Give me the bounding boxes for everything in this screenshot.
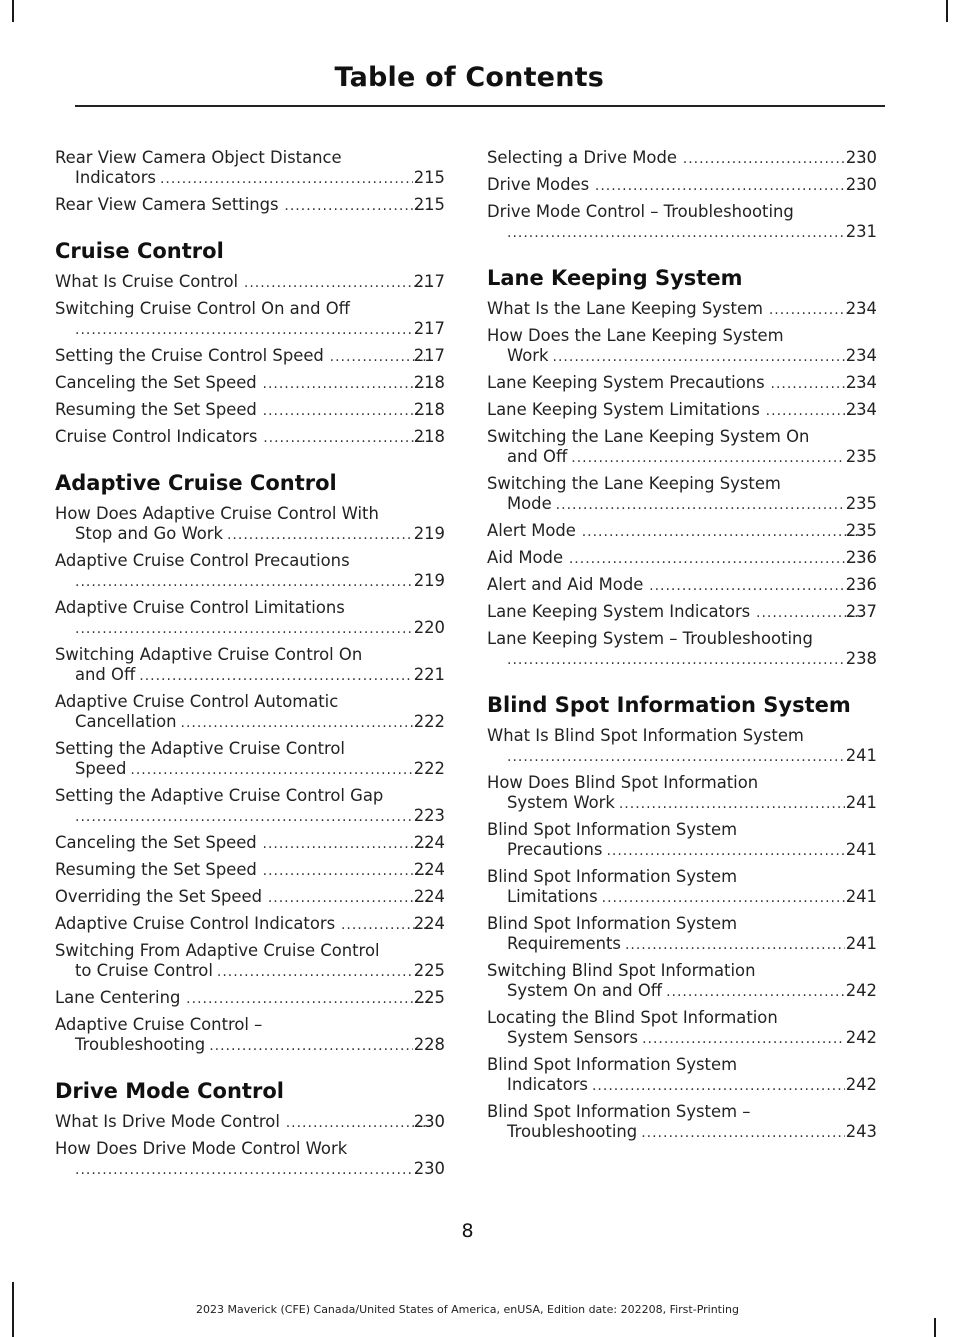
section-heading: Blind Spot Information System [487,693,851,717]
toc-entry-title: What Is Drive Mode Control [55,1112,280,1131]
toc-entry[interactable] [55,786,445,827]
toc-entry-title-cont: Limitations [507,887,598,906]
toc-entry[interactable] [55,299,445,340]
toc-entry-title-cont: System Work [507,793,615,812]
toc-dot-leader [160,169,413,189]
toc-entry[interactable] [487,400,877,421]
toc-entry-row [55,195,445,216]
toc-dot-leader [75,1160,413,1180]
toc-page-number: 217 [413,272,445,291]
toc-page-number: 224 [413,833,445,852]
toc-entry-row [487,575,877,596]
toc-entry[interactable] [55,887,445,908]
toc-entry-row [487,602,877,623]
toc-entry[interactable] [487,373,877,394]
toc-dot-leader [641,1123,845,1143]
toc-entry[interactable] [55,195,445,216]
toc-entry[interactable] [487,521,877,542]
toc-entry-title: Resuming the Set Speed [55,860,257,879]
toc-entry-continuation [507,222,877,243]
toc-entry-title: Lane Keeping System Limitations [487,400,760,419]
toc-entry[interactable] [55,148,445,189]
toc-entry-title-cont: Troubleshooting [75,1035,206,1054]
toc-dot-leader [75,320,413,340]
toc-page-number: 223 [413,806,445,825]
toc-entry-title-cont: Stop and Go Work [75,524,223,543]
toc-entry-title: Selecting a Drive Mode [487,148,677,167]
toc-entry-row [55,427,445,448]
toc-entry-title-cont: and Off [507,447,568,466]
toc-entry-title-cont: Precautions [507,840,603,859]
toc-entry-continuation [75,1159,445,1180]
toc-entry-title: What Is the Lane Keeping System [487,299,764,318]
toc-entry-title-cont: and Off [75,665,136,684]
toc-entry[interactable] [487,548,877,569]
toc-entry-title: Alert Mode [487,521,576,540]
toc-entry-title: Lane Centering [55,988,181,1007]
toc-entry-continuation [507,746,877,767]
toc-dot-leader [283,196,433,216]
toc-entry-title-cont: Indicators [507,1075,588,1094]
toc-entry[interactable] [55,373,445,394]
toc-entry-title: How Does Adaptive Cruise Control With [55,504,379,523]
toc-entry-continuation [507,649,877,670]
crop-mark-top-left [12,0,14,22]
toc-entry-title: Overriding the Set Speed [55,887,263,906]
header-divider [75,105,885,107]
toc-page-number: 236 [845,575,877,594]
toc-entry-continuation [75,524,445,545]
toc-entry[interactable] [55,272,445,293]
crop-mark-bottom-right [934,1318,936,1337]
toc-entry-title: How Does Drive Mode Control Work [55,1139,348,1158]
toc-column-right [487,148,877,1149]
toc-column-left [55,148,445,1186]
toc-entry[interactable] [487,602,877,623]
toc-page-number: 234 [845,400,877,419]
toc-dot-leader [507,747,845,767]
toc-entry[interactable] [55,400,445,421]
footer-edition-text: 2023 Maverick (CFE) Canada/United States of America, enUSA, Edition date: 202208, First-Printing [195,1303,740,1316]
toc-dot-leader [571,448,844,468]
toc-page-number: 230 [413,1159,445,1178]
toc-entry-row [487,299,877,320]
toc-dot-leader [567,549,865,569]
toc-page-number: 220 [413,618,445,637]
toc-page-number: 242 [845,1075,877,1094]
toc-entry[interactable] [487,427,877,468]
toc-dot-leader [139,666,412,686]
crop-mark-top-right [946,0,948,22]
toc-entry-title-cont: Troubleshooting [507,1122,638,1141]
toc-entry-title: Cruise Control Indicators [55,427,258,446]
toc-entry-title: Lane Keeping System Precautions [487,373,765,392]
toc-page-number: 235 [845,494,877,513]
toc-entry[interactable] [55,914,445,935]
toc-entry[interactable] [487,820,877,861]
toc-dot-leader [625,935,845,955]
toc-dot-leader [217,962,413,982]
toc-entry[interactable] [55,427,445,448]
toc-entry-title: Adaptive Cruise Control Limitations [55,598,345,617]
toc-entry-row [55,860,445,881]
toc-entry-title: Blind Spot Information System [487,820,738,839]
toc-entry-title: Locating the Blind Spot Information [487,1008,778,1027]
toc-page-number: 242 [845,981,877,1000]
toc-entry[interactable] [55,598,445,639]
toc-entry[interactable] [487,914,877,955]
toc-entry-title: Lane Keeping System Indicators [487,602,751,621]
toc-entry-title-cont: Indicators [75,168,156,187]
toc-entry-title: How Does the Lane Keeping System [487,326,784,345]
toc-entry-title-cont: Requirements [507,934,621,953]
toc-entry-continuation [507,793,877,814]
toc-entry[interactable] [55,645,445,686]
toc-dot-leader [606,841,844,861]
toc-entry-title: Switching Cruise Control On and Off [55,299,350,318]
section-heading: Lane Keeping System [487,266,743,290]
toc-entry-continuation [507,1075,877,1096]
toc-page-number: 228 [413,1035,445,1054]
toc-entry-title: Switching the Lane Keeping System On [487,427,810,446]
toc-entry-row [487,148,877,169]
toc-page-number: 242 [845,1028,877,1047]
toc-entry-title: Blind Spot Information System [487,1055,738,1074]
toc-page-number: 241 [845,887,877,906]
toc-dot-leader [130,760,412,780]
toc-entry[interactable] [487,773,877,814]
toc-page-number: 219 [413,524,445,543]
toc-entry-title-cont: Speed [75,759,127,778]
toc-dot-leader [261,861,433,881]
toc-entry-continuation [75,571,445,592]
toc-dot-leader [261,401,433,421]
toc-entry[interactable] [487,202,877,243]
toc-entry-continuation [75,1035,445,1056]
toc-page-number: 230 [845,148,877,167]
toc-entry-title: Setting the Adaptive Cruise Control Gap [55,786,384,805]
toc-entry-title: Lane Keeping System – Troubleshooting [487,629,813,648]
toc-page-number: 218 [413,400,445,419]
toc-dot-leader [242,273,433,293]
toc-entry-continuation [507,1122,877,1143]
toc-page-number: 241 [845,840,877,859]
toc-dot-leader [507,650,845,670]
toc-entry-row [487,400,877,421]
toc-entry-continuation [507,981,877,1002]
toc-entry-row [55,400,445,421]
toc-entry-title: Blind Spot Information System [487,914,738,933]
toc-dot-leader [602,888,845,908]
toc-entry[interactable] [487,629,877,670]
toc-entry-title-cont: System On and Off [507,981,663,1000]
toc-entry-title: Switching From Adaptive Cruise Control [55,941,380,960]
toc-entry-title: Adaptive Cruise Control – [55,1015,263,1034]
toc-page-number: 241 [845,746,877,765]
toc-entry-continuation [75,759,445,780]
toc-dot-leader [266,888,433,908]
toc-page-number: 235 [845,447,877,466]
toc-entry-continuation [75,806,445,827]
toc-page-number: 236 [845,548,877,567]
toc-page-number: 219 [413,571,445,590]
toc-page-number: 217 [413,319,445,338]
toc-entry-title: Switching Blind Spot Information [487,961,756,980]
toc-entry[interactable] [55,1139,445,1180]
toc-entry-continuation [75,665,445,686]
section-heading: Adaptive Cruise Control [55,471,337,495]
toc-page-number: 231 [845,222,877,241]
toc-entry-title-cont: Mode [507,494,552,513]
toc-entry-title-cont: Cancellation [75,712,177,731]
toc-entry-title: Setting the Adaptive Cruise Control [55,739,345,758]
toc-page-number: 241 [845,934,877,953]
toc-entry[interactable] [55,1112,445,1133]
toc-entry[interactable] [487,474,877,515]
toc-entry-continuation [507,1028,877,1049]
section-heading: Drive Mode Control [55,1079,284,1103]
toc-entry-title: Resuming the Set Speed [55,400,257,419]
toc-entry[interactable] [487,575,877,596]
toc-entry-title: Adaptive Cruise Control Automatic [55,692,339,711]
toc-dot-leader [261,834,433,854]
toc-page-number: 230 [413,1112,445,1131]
toc-entry-title: Canceling the Set Speed [55,833,257,852]
toc-page-number: 234 [845,299,877,318]
toc-dot-leader [507,223,845,243]
page-title: Table of Contents [334,62,604,93]
toc-entry-title: What Is Blind Spot Information System [487,726,804,745]
toc-entry-title-cont: System Sensors [507,1028,639,1047]
toc-dot-leader [227,525,413,545]
toc-entry[interactable] [55,504,445,545]
toc-page-number: 225 [413,961,445,980]
toc-dot-leader [261,374,433,394]
toc-entry-title: Rear View Camera Settings [55,195,279,214]
toc-entry-row [55,1112,445,1133]
toc-dot-leader [261,428,432,448]
toc-entry-row [55,346,445,367]
toc-entry-row [55,887,445,908]
toc-entry[interactable] [487,299,877,320]
toc-entry[interactable] [487,726,877,767]
toc-entry-title-cont: to Cruise Control [75,961,213,980]
toc-dot-leader [184,989,432,1009]
toc-entry-title: Adaptive Cruise Control Indicators [55,914,336,933]
toc-entry-continuation [75,168,445,189]
toc-entry-title: Rear View Camera Object Distance [55,148,342,167]
toc-page-number: 237 [845,602,877,621]
toc-entry[interactable] [487,867,877,908]
toc-page-number: 222 [413,759,445,778]
toc-entry-title: Canceling the Set Speed [55,373,257,392]
toc-entry-row [55,833,445,854]
toc-page-number: 218 [413,427,445,446]
toc-dot-leader [666,982,845,1002]
toc-entry-row [487,175,877,196]
toc-entry-continuation [75,319,445,340]
toc-page-number: 235 [845,521,877,540]
toc-page-number: 224 [413,914,445,933]
toc-entry-title: What Is Cruise Control [55,272,239,291]
toc-entry-row [487,373,877,394]
toc-entry-continuation [507,934,877,955]
toc-entry-title: Switching Adaptive Cruise Control On [55,645,363,664]
toc-entry[interactable] [55,692,445,733]
toc-dot-leader [284,1113,433,1133]
toc-entry-title: Setting the Cruise Control Speed [55,346,324,365]
toc-entry-continuation [507,447,877,468]
toc-entry[interactable] [55,551,445,592]
toc-page-number: 225 [413,988,445,1007]
toc-dot-leader [556,495,845,515]
toc-page-number: 215 [413,195,445,214]
toc-page-number: 230 [845,175,877,194]
toc-entry-continuation [507,494,877,515]
toc-page-number: 234 [845,346,877,365]
toc-entry-title: Adaptive Cruise Control Precautions [55,551,350,570]
toc-page-number: 241 [845,793,877,812]
toc-dot-leader [75,572,413,592]
toc-entry[interactable] [487,1055,877,1096]
toc-entry-title-cont: Work [507,346,549,365]
toc-entry[interactable] [55,346,445,367]
toc-entry[interactable] [55,833,445,854]
toc-entry-title: Alert and Aid Mode [487,575,644,594]
toc-dot-leader [580,522,865,542]
toc-page-number: 224 [413,860,445,879]
toc-dot-leader [75,619,413,639]
toc-entry[interactable] [55,1015,445,1056]
toc-dot-leader [647,576,864,596]
toc-entry-continuation [75,712,445,733]
toc-dot-leader [209,1036,413,1056]
toc-dot-leader [75,807,413,827]
toc-page-number: 243 [845,1122,877,1141]
toc-dot-leader [553,347,845,367]
toc-entry-continuation [75,618,445,639]
toc-entry[interactable] [487,148,877,169]
toc-page-number: 218 [413,373,445,392]
toc-entry-continuation [507,887,877,908]
toc-entry[interactable] [487,1008,877,1049]
toc-page-number: 217 [413,346,445,365]
page-number: 8 [461,1220,474,1242]
toc-entry-row [55,914,445,935]
toc-dot-leader [619,794,845,814]
toc-page-number: 221 [413,665,445,684]
toc-entry-title: Drive Modes [487,175,590,194]
toc-entry[interactable] [487,961,877,1002]
toc-entry[interactable] [55,988,445,1009]
toc-entry-title: Drive Mode Control – Troubleshooting [487,202,794,221]
toc-entry-title: Blind Spot Information System – [487,1102,751,1121]
toc-page-number: 215 [413,168,445,187]
toc-entry-row [55,988,445,1009]
toc-dot-leader [592,1076,845,1096]
toc-entry-continuation [507,346,877,367]
toc-entry-continuation [507,840,877,861]
toc-entry-row [55,272,445,293]
toc-entry-continuation [75,961,445,982]
section-heading: Cruise Control [55,239,224,263]
toc-dot-leader [181,713,413,733]
toc-entry[interactable] [55,860,445,881]
toc-dot-leader [681,149,865,169]
toc-page-number: 234 [845,373,877,392]
toc-dot-leader [642,1029,845,1049]
toc-entry[interactable] [55,739,445,780]
toc-entry-row [487,521,877,542]
toc-entry-title: Aid Mode [487,548,564,567]
toc-entry-title: Blind Spot Information System [487,867,738,886]
toc-page-number: 222 [413,712,445,731]
toc-dot-leader [593,176,865,196]
toc-page-number: 238 [845,649,877,668]
toc-entry-title: How Does Blind Spot Information [487,773,759,792]
toc-entry[interactable] [487,326,877,367]
toc-entry[interactable] [487,175,877,196]
toc-page-number: 224 [413,887,445,906]
toc-entry-title: Switching the Lane Keeping System [487,474,781,493]
toc-entry-row [55,373,445,394]
toc-entry-row [487,548,877,569]
toc-entry[interactable] [487,1102,877,1143]
toc-entry[interactable] [55,941,445,982]
